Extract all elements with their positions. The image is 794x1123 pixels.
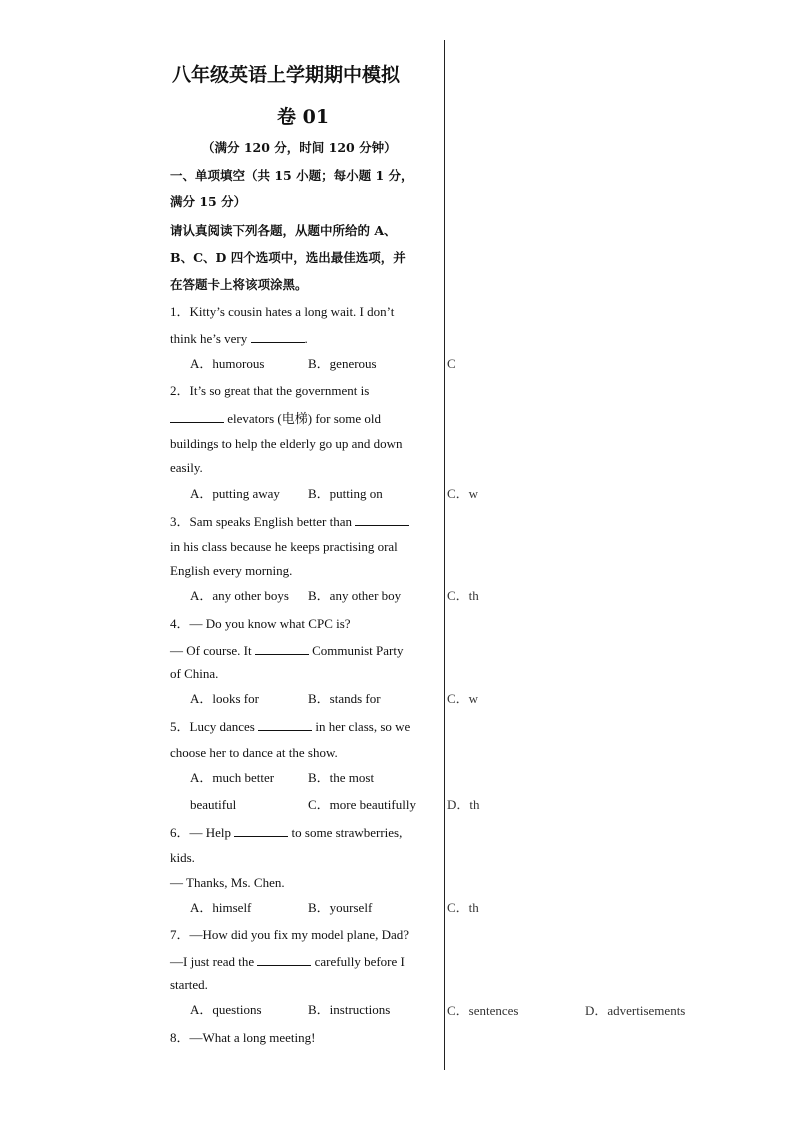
- question-2-text: buildings to help the elderly go up and down: [170, 436, 403, 451]
- section1-heading: 一、单项填空（共 15 小题；每小题 1 分，: [170, 168, 414, 183]
- answer-blank: [170, 410, 224, 423]
- option-c[interactable]: C．more beautifully: [308, 797, 416, 812]
- option-b[interactable]: B．stands for: [308, 691, 381, 706]
- question-1-text: 1．Kitty’s cousin hates a long wait. I don’t: [170, 304, 395, 319]
- option-b[interactable]: B．the most: [308, 770, 375, 785]
- question-2-text: elevators (电梯) for some old: [170, 410, 381, 427]
- question-5-text: choose her to dance at the show.: [170, 745, 338, 760]
- option-b[interactable]: B．generous: [308, 356, 377, 371]
- answer-blank: [251, 330, 305, 343]
- question-4-text: 4．— Do you know what CPC is?: [170, 616, 351, 631]
- answer-blank: [355, 513, 409, 526]
- question-3-text: 3．Sam speaks English better than: [170, 513, 409, 530]
- question-2-text: easily.: [170, 460, 203, 475]
- option-a[interactable]: A．much better: [190, 770, 275, 785]
- question-6-text: — Thanks, Ms. Chen.: [170, 875, 285, 890]
- question-4-text: — Of course. It Communist Party: [170, 643, 404, 658]
- page-title-line2: 卷 01: [277, 106, 330, 128]
- answer-blank: [258, 718, 312, 731]
- overflow-fragment: C．w: [447, 691, 479, 706]
- overflow-fragment: C．th: [447, 900, 479, 915]
- section1-instruction: B、C、D 四个选项中，选出最佳选项，并: [170, 250, 406, 265]
- answer-blank: [234, 824, 288, 837]
- question-7-text: started.: [170, 977, 208, 992]
- question-7-text: —I just read the carefully before I: [170, 954, 405, 969]
- answer-blank: [255, 642, 309, 655]
- answer-blank: [257, 953, 311, 966]
- overflow-fragment: C．sentences: [447, 1003, 519, 1018]
- question-1-text: think he’s very .: [170, 331, 308, 346]
- page-title: 八年级英语上学期期中模拟: [172, 64, 401, 86]
- option-a[interactable]: A．any other boys: [190, 588, 289, 603]
- question-5-text: 5．Lucy dances in her class, so we: [170, 719, 411, 734]
- question-8-text: 8．—What a long meeting!: [170, 1030, 316, 1045]
- option-b[interactable]: B．instructions: [308, 1002, 391, 1017]
- question-3-text: English every morning.: [170, 563, 293, 578]
- question-3-text: in his class because he keeps practising oral: [170, 539, 398, 554]
- option-b[interactable]: B．any other boy: [308, 588, 402, 603]
- question-7-text: 7．—How did you fix my model plane, Dad?: [170, 927, 410, 942]
- column-divider: [444, 40, 445, 1070]
- overflow-fragment: C: [447, 356, 456, 371]
- option-a[interactable]: A．looks for: [190, 691, 259, 706]
- option-a[interactable]: A．himself: [190, 900, 252, 915]
- question-4-text: of China.: [170, 666, 219, 681]
- overflow-fragment: D．th: [447, 797, 480, 812]
- option-b[interactable]: B．yourself: [308, 900, 373, 915]
- section1-instruction: 在答题卡上将该项涂黑。: [170, 277, 308, 292]
- exam-meta: （满分 120 分，时间 120 分钟）: [202, 140, 397, 155]
- option-a[interactable]: A．humorous: [190, 356, 265, 371]
- option-b[interactable]: B．putting on: [308, 486, 383, 501]
- overflow-fragment: C．w: [447, 486, 479, 501]
- question-2-text: 2．It’s so great that the government is: [170, 383, 370, 398]
- option-b-cont: beautiful: [190, 797, 237, 812]
- overflow-fragment: C．th: [447, 588, 479, 603]
- overflow-fragment: D．advertisements: [585, 1003, 686, 1018]
- section1-heading-cont: 满分 15 分）: [170, 194, 247, 209]
- question-6-text: 6．— Help to some strawberries,: [170, 825, 403, 840]
- section1-instruction: 请认真阅读下列各题，从题中所给的 A、: [170, 223, 397, 238]
- question-6-text: kids.: [170, 850, 195, 865]
- option-a[interactable]: A．questions: [190, 1002, 262, 1017]
- option-a[interactable]: A．putting away: [190, 486, 280, 501]
